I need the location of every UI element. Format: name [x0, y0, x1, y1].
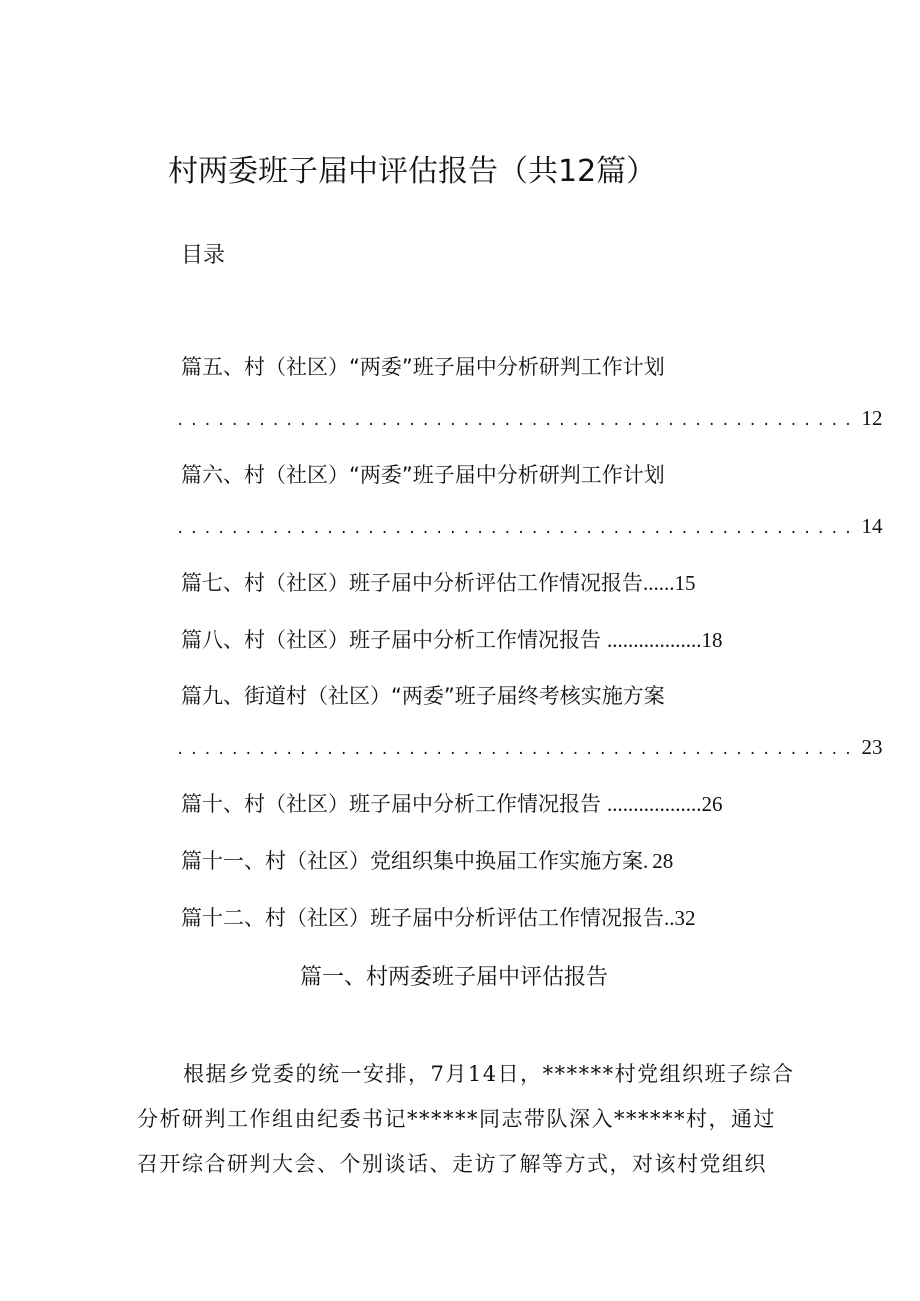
toc-entry-label: 篇十一、村（社区）党组织集中换届工作实施方案 — [181, 849, 643, 873]
toc-entry-leader — [176, 511, 883, 544]
toc-entry-label[interactable]: 篇九、街道村（社区）“两委”班子届终考核实施方案 — [181, 684, 665, 708]
toc-entry[interactable] — [181, 789, 771, 819]
toc-dot-leader: ...... — [643, 571, 675, 595]
toc-page-number: 15 — [674, 571, 696, 595]
toc-dot-leader: .................. — [607, 628, 702, 652]
toc-entry-label: 篇十、村（社区）班子届中分析工作情况报告 — [181, 792, 601, 816]
toc-page-number: 26 — [701, 792, 723, 816]
body-paragraph-line: 召开综合研判大会、个别谈话、走访了解等方式，对该村党组织 — [137, 1152, 767, 1176]
toc-entry-label[interactable]: 篇五、村（社区）“两委”班子届中分析研判工作计划 — [181, 355, 665, 379]
body-paragraph-line: 分析研判工作组由纪委书记******同志带队深入******村，通过 — [137, 1107, 776, 1131]
toc-page-number: 12 — [861, 406, 883, 430]
toc-entry-leader — [176, 403, 883, 436]
body-paragraph-line: 根据乡党委的统一安排，7月14日，******村党组织班子综合 — [183, 1062, 795, 1086]
toc-dot-leader: .................................................. — [176, 413, 858, 429]
toc-entry-leader — [176, 732, 883, 765]
toc-entry[interactable] — [181, 846, 771, 876]
toc-heading: 目录 — [181, 243, 226, 268]
toc-entry-label: 篇八、村（社区）班子届中分析工作情况报告 — [181, 628, 601, 652]
toc-dot-leader: .. — [664, 906, 675, 930]
toc-dot-leader: .................................................. — [176, 521, 858, 537]
toc-entry[interactable] — [181, 903, 771, 933]
toc-page-number: 14 — [861, 514, 883, 538]
document-title: 村两委班子届中评估报告（共12篇） — [168, 154, 657, 189]
toc-page-number: 18 — [701, 628, 723, 652]
toc-entry-label[interactable]: 篇六、村（社区）“两委”班子届中分析研判工作计划 — [181, 463, 665, 487]
toc-entry-label: 篇七、村（社区）班子届中分析评估工作情况报告 — [181, 571, 643, 595]
toc-dot-leader: .................. — [607, 792, 702, 816]
toc-dot-leader: . — [643, 849, 649, 873]
toc-entry-label: 篇十二、村（社区）班子届中分析评估工作情况报告 — [181, 906, 664, 930]
toc-dot-leader: .................................................. — [176, 742, 858, 758]
toc-page-number: 28 — [652, 849, 674, 873]
toc-entry[interactable] — [181, 625, 771, 655]
toc-page-number: 32 — [674, 906, 696, 930]
section-title: 篇一、村两委班子届中评估报告 — [300, 965, 609, 990]
toc-page-number: 23 — [861, 735, 883, 759]
toc-entry[interactable] — [181, 568, 771, 598]
